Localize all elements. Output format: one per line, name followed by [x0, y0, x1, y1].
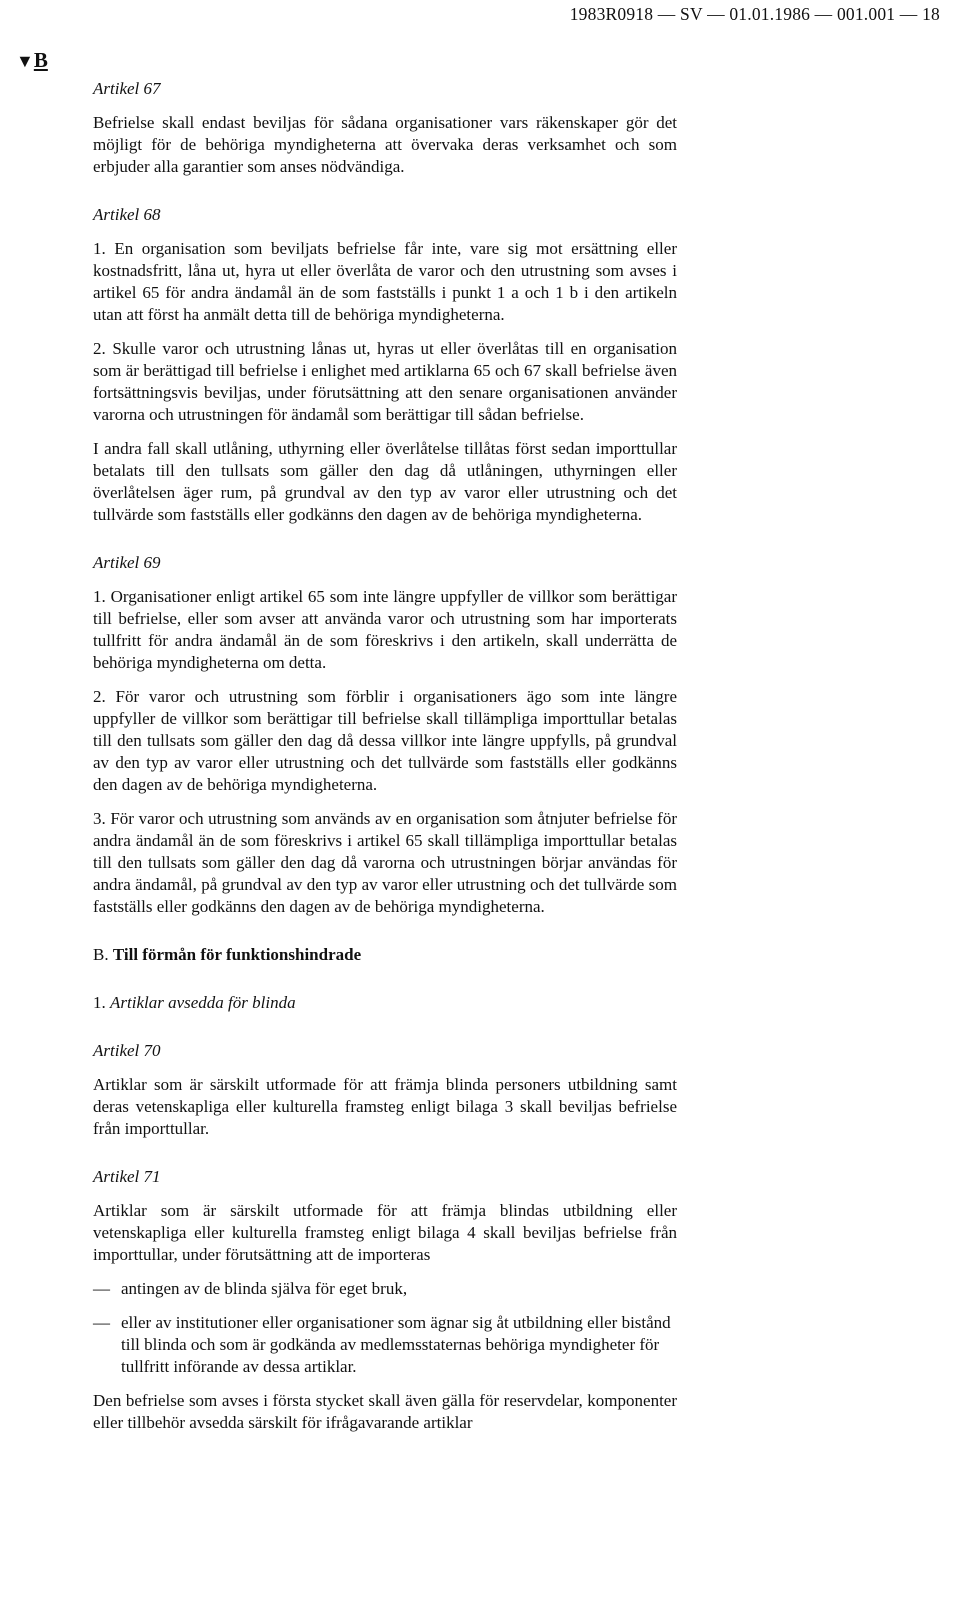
article-70-text: Artiklar som är särskilt utformade för att främja blinda personers utbildning samt deras vetenskapliga eller kulturella framsteg enligt bilaga 3 skall beviljas befrielse från importtullar. — [93, 1075, 677, 1138]
dash-bullet: — — [93, 1279, 110, 1298]
article-69-paragraph-1: 1. Organisationer enligt artikel 65 som inte längre uppfyller de villkor som berättigar till befrielse, eller som avser att använda varor och utrustning som har importerats tullfritt för andra ändamål än de som föreskrivs i den artikeln, skall underrätta de behöriga myndigheterna om detta. — [93, 587, 677, 672]
subsection-1-number: 1. — [93, 993, 106, 1012]
list-item — [93, 1312, 677, 1378]
article-68-paragraph-2: 2. Skulle varor och utrustning lånas ut, hyras ut eller överlåtas till en organisation som är berättigad till befrielse i enlighet med artiklarna 65 och 67 skall befrielse även fortsättningsvis beviljas, under förutsättning att den senare organisationen använder varorna och utrustningen för ändamål som berättigar till sådan befrielse. — [93, 339, 677, 424]
article-71-heading: Artikel 71 — [93, 1167, 161, 1186]
section-b-heading — [93, 944, 677, 966]
article-71-intro: Artiklar som är särskilt utformade för att främja blindas utbildning eller vetenskapliga eller kulturella framsteg enligt bilaga 4 skall beviljas befrielse från importtullar, under förutsättning att de importeras — [93, 1201, 677, 1264]
article-68-paragraph-3: I andra fall skall utlåning, uthyrning eller överlåtelse tillåtas först sedan importtullar betalats till den tullsats som gäller den dag då utlåningen, uthyrningen eller överlåtelsen äger rum, på grundval av den typ av varor eller utrustning och det tullvärde som fastställs eller godkänns den dagen av de behöriga myndigheterna. — [93, 439, 677, 524]
dash-bullet: — — [93, 1313, 110, 1332]
article-71-closing: Den befrielse som avses i första stycket skall även gälla för reservdelar, komponenter eller tillbehör avsedda särskilt för ifrågavarande artiklar — [93, 1391, 677, 1432]
list-item — [93, 1278, 677, 1300]
triangle-down-icon: ▼ — [16, 51, 34, 71]
amendment-marker — [16, 48, 48, 73]
article-69-paragraph-2: 2. För varor och utrustning som förblir i organisationers ägo som inte längre uppfyller de villkor som berättigar till befrielse skall tillämpliga importtullar betalas till den tullsats som gäller den dag då dessa villkor inte längre uppfylls, på grundval av den typ av varor eller utrustning och det tullvärde som fastställs eller godkänns den dagen av de behöriga myndigheterna. — [93, 687, 677, 794]
article-68-heading: Artikel 68 — [93, 205, 161, 224]
article-70-heading: Artikel 70 — [93, 1041, 161, 1060]
subsection-1-title: Artiklar avsedda för blinda — [110, 993, 296, 1012]
section-b-title: Till förmån för funktionshindrade — [112, 945, 362, 964]
article-68-paragraph-1: 1. En organisation som beviljats befrielse får inte, vare sig mot ersättning eller kostnadsfritt, låna ut, hyra ut eller överlåta de varor och den utrustning som avses i artikel 65 för andra ändamål än de som fastställs i punkt 1 a och 1 b i den artikeln utan att först ha anmält detta till de behöriga myndigheterna. — [93, 239, 677, 324]
list-item-text: antingen av de blinda själva för eget bruk, — [121, 1279, 408, 1298]
list-item-text: eller av institutioner eller organisationer som ägnar sig åt utbildning eller bistånd till blinda och som är godkända av medlemsstaternas behöriga myndigheter för tullfritt införande av dessa artiklar. — [121, 1313, 671, 1376]
section-b-label: B. — [93, 945, 109, 964]
subsection-1-heading — [93, 992, 677, 1014]
document-body — [93, 78, 677, 1434]
article-67-text: Befrielse skall endast beviljas för sådana organisationer vars räkenskaper gör det möjligt för de behöriga myndigheterna att övervaka deras verksamhet och som erbjuder alla garantier som anses nödvändiga. — [93, 113, 677, 176]
marker-letter: B — [33, 48, 48, 72]
article-69-heading: Artikel 69 — [93, 553, 161, 572]
document-reference-header: 1983R0918 — SV — 01.01.1986 — 001.001 — 18 — [569, 4, 940, 24]
article-69-paragraph-3: 3. För varor och utrustning som används av en organisation som åtnjuter befrielse för andra ändamål än de som föreskrivs i artikel 65 skall tillämpliga importtullar betalas till den tullsats som gäller den dag då varorna och utrustningen börjar användas för andra ändamål, på grundval av den typ av varor eller utrustning och det tullvärde som fastställs eller godkänns den dagen av de behöriga myndigheterna. — [93, 809, 677, 916]
article-67-heading: Artikel 67 — [93, 79, 161, 98]
